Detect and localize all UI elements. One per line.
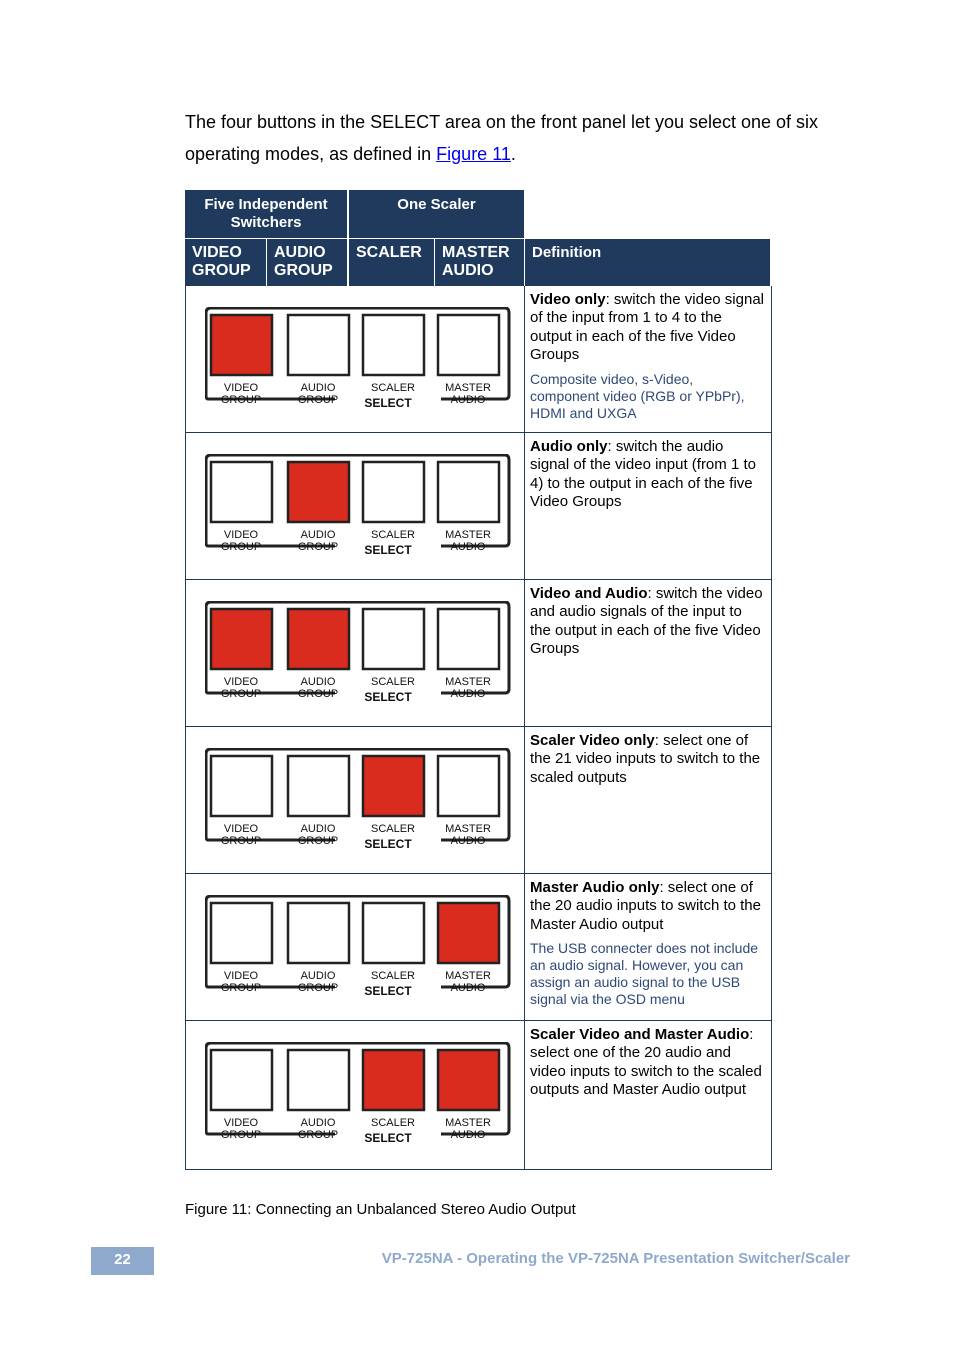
panel-button-label: GROUP xyxy=(220,688,262,700)
panel-button-label: MASTER xyxy=(445,970,491,982)
panel-button-label: VIDEO xyxy=(223,1117,259,1129)
select-panel-illustration xyxy=(205,895,511,999)
panel-button-4 xyxy=(438,462,499,522)
select-panel-illustration xyxy=(205,1042,511,1146)
mode-term: Audio only xyxy=(530,438,608,455)
panel-button-1 xyxy=(211,462,272,522)
definition-cell xyxy=(530,1026,766,1100)
select-label: SELECT xyxy=(364,543,412,557)
panel-button-1 xyxy=(211,903,272,963)
table-row xyxy=(186,1021,771,1170)
table-row xyxy=(186,580,771,727)
panel-button-4 xyxy=(438,609,499,669)
table-row xyxy=(186,874,771,1021)
definition-cell xyxy=(530,732,766,787)
panel-button-2 xyxy=(288,315,349,375)
panel-button-label: AUDIO xyxy=(450,688,486,700)
panel-button-2 xyxy=(288,1050,349,1110)
col-header-master-audio: MASTER AUDIO xyxy=(435,239,524,286)
panel-button-1 xyxy=(211,315,272,375)
panel-button-label: GROUP xyxy=(297,1129,339,1141)
panel-button-label: AUDIO xyxy=(450,394,486,406)
panel-button-label: GROUP xyxy=(220,394,262,406)
panel-button-label: AUDIO xyxy=(300,1117,336,1129)
panel-button-4 xyxy=(438,315,499,375)
select-label: SELECT xyxy=(364,984,412,998)
panel-button-label: MASTER xyxy=(445,529,491,541)
page-number: 22 xyxy=(91,1247,154,1275)
panel-button-2 xyxy=(288,903,349,963)
panel-button-label: MASTER xyxy=(445,1117,491,1129)
select-label: SELECT xyxy=(364,690,412,704)
panel-button-3 xyxy=(363,462,424,522)
panel-button-3 xyxy=(363,1050,424,1110)
panel-button-label: GROUP xyxy=(297,394,339,406)
panel-button-label: GROUP xyxy=(297,835,339,847)
select-label: SELECT xyxy=(364,837,412,851)
panel-button-label: AUDIO xyxy=(300,529,336,541)
modes-table xyxy=(185,286,772,1170)
panel-image-cell xyxy=(186,727,525,873)
panel-button-label: VIDEO xyxy=(223,676,259,688)
panel-button-label: AUDIO xyxy=(300,823,336,835)
select-panel-illustration xyxy=(205,307,511,411)
panel-button-label: GROUP xyxy=(220,541,262,553)
panel-button-label: SCALER xyxy=(370,676,416,688)
panel-image-cell xyxy=(186,874,525,1020)
panel-button-label: MASTER xyxy=(445,676,491,688)
panel-button-4 xyxy=(438,903,499,963)
mode-definition: : select one of the 20 audio inputs to switch to the Master Audio output xyxy=(530,879,761,933)
panel-button-label: AUDIO xyxy=(300,382,336,394)
panel-button-label: SCALER xyxy=(370,529,416,541)
panel-button-2 xyxy=(288,609,349,669)
panel-button-label: VIDEO xyxy=(223,529,259,541)
intro-paragraph xyxy=(185,106,845,170)
select-label: SELECT xyxy=(364,1131,412,1145)
panel-button-label: VIDEO xyxy=(223,823,259,835)
mode-definition: : select one of the 20 audio and video inputs to switch to the scaled outputs and Master Audio output xyxy=(530,1026,762,1099)
panel-button-label: GROUP xyxy=(220,835,262,847)
definition-cell xyxy=(530,438,766,512)
panel-button-label: SCALER xyxy=(370,382,416,394)
mode-definition: : switch the video signal of the input from 1 to 4 to the output in each of the five Video Groups xyxy=(530,291,764,364)
mode-term: Scaler Video only xyxy=(530,732,655,749)
panel-button-1 xyxy=(211,1050,272,1110)
panel-button-3 xyxy=(363,756,424,816)
panel-button-3 xyxy=(363,903,424,963)
panel-button-1 xyxy=(211,609,272,669)
group-header-switchers: Five Independent Switchers xyxy=(185,190,347,238)
panel-button-label: SCALER xyxy=(370,1117,416,1129)
panel-image-cell xyxy=(186,1021,525,1169)
panel-button-3 xyxy=(363,609,424,669)
panel-button-label: GROUP xyxy=(297,982,339,994)
panel-button-4 xyxy=(438,1050,499,1110)
group-header-scaler: One Scaler xyxy=(349,190,524,238)
panel-button-label: AUDIO xyxy=(300,676,336,688)
select-panel-illustration xyxy=(205,601,511,705)
mode-term: Video only xyxy=(530,291,606,308)
table-row xyxy=(186,433,771,580)
panel-button-label: MASTER xyxy=(445,823,491,835)
panel-button-label: GROUP xyxy=(220,982,262,994)
definition-cell xyxy=(530,879,766,1008)
mode-term: Video and Audio xyxy=(530,585,648,602)
intro-text-before: The four buttons in the SELECT area on the front panel let you select one of six operating modes, as defined in xyxy=(185,112,819,164)
panel-button-label: SCALER xyxy=(370,970,416,982)
panel-image-cell xyxy=(186,433,525,579)
panel-button-label: AUDIO xyxy=(450,541,486,553)
panel-button-label: AUDIO xyxy=(300,970,336,982)
mode-note: The USB connecter does not include an audio signal. However, you can assign an audio signal to the USB signal via the OSD menu xyxy=(530,940,759,1008)
figure-11-link[interactable]: Figure 11 xyxy=(436,144,511,164)
col-header-definition: Definition xyxy=(525,239,770,286)
panel-button-label: GROUP xyxy=(220,1129,262,1141)
col-header-video-group: VIDEO GROUP xyxy=(185,239,266,286)
figure-caption: Figure 11: Connecting an Unbalanced Stereo Audio Output xyxy=(185,1201,576,1218)
panel-button-label: AUDIO xyxy=(450,982,486,994)
mode-term: Master Audio only xyxy=(530,879,660,896)
panel-button-label: VIDEO xyxy=(223,382,259,394)
panel-button-1 xyxy=(211,756,272,816)
panel-button-label: MASTER xyxy=(445,382,491,394)
panel-button-label: AUDIO xyxy=(450,835,486,847)
panel-button-label: GROUP xyxy=(297,541,339,553)
panel-image-cell xyxy=(186,580,525,726)
intro-text-after: . xyxy=(510,144,516,164)
panel-button-4 xyxy=(438,756,499,816)
mode-definition: : switch the audio signal of the video input (from 1 to 4) to the output in each of the five Video Groups xyxy=(530,438,756,511)
panel-button-2 xyxy=(288,756,349,816)
panel-button-3 xyxy=(363,315,424,375)
panel-button-label: AUDIO xyxy=(450,1129,486,1141)
mode-definition: : select one of the 21 video inputs to switch to the scaled outputs xyxy=(530,732,761,786)
mode-term: Scaler Video and Master Audio xyxy=(530,1026,750,1043)
select-panel-illustration xyxy=(205,454,511,558)
panel-button-label: SCALER xyxy=(370,823,416,835)
panel-button-label: VIDEO xyxy=(223,970,259,982)
definition-cell xyxy=(530,291,766,422)
mode-definition: : switch the video and audio signals of the input to the output in each of the five Video Groups xyxy=(530,585,763,658)
select-panel-illustration xyxy=(205,748,511,852)
definition-cell xyxy=(530,585,766,659)
mode-note: Composite video, s-Video, component video (RGB or YPbPr), HDMI and UXGA xyxy=(530,370,745,421)
panel-button-2 xyxy=(288,462,349,522)
panel-button-label: GROUP xyxy=(297,688,339,700)
footer-title: VP-725NA - Operating the VP-725NA Presentation Switcher/Scaler xyxy=(381,1250,850,1267)
select-label: SELECT xyxy=(364,396,412,410)
table-row xyxy=(186,286,771,433)
table-row xyxy=(186,727,771,874)
col-header-audio-group: AUDIO GROUP xyxy=(267,239,347,286)
panel-image-cell xyxy=(186,286,525,432)
col-header-scaler: SCALER xyxy=(349,239,434,286)
